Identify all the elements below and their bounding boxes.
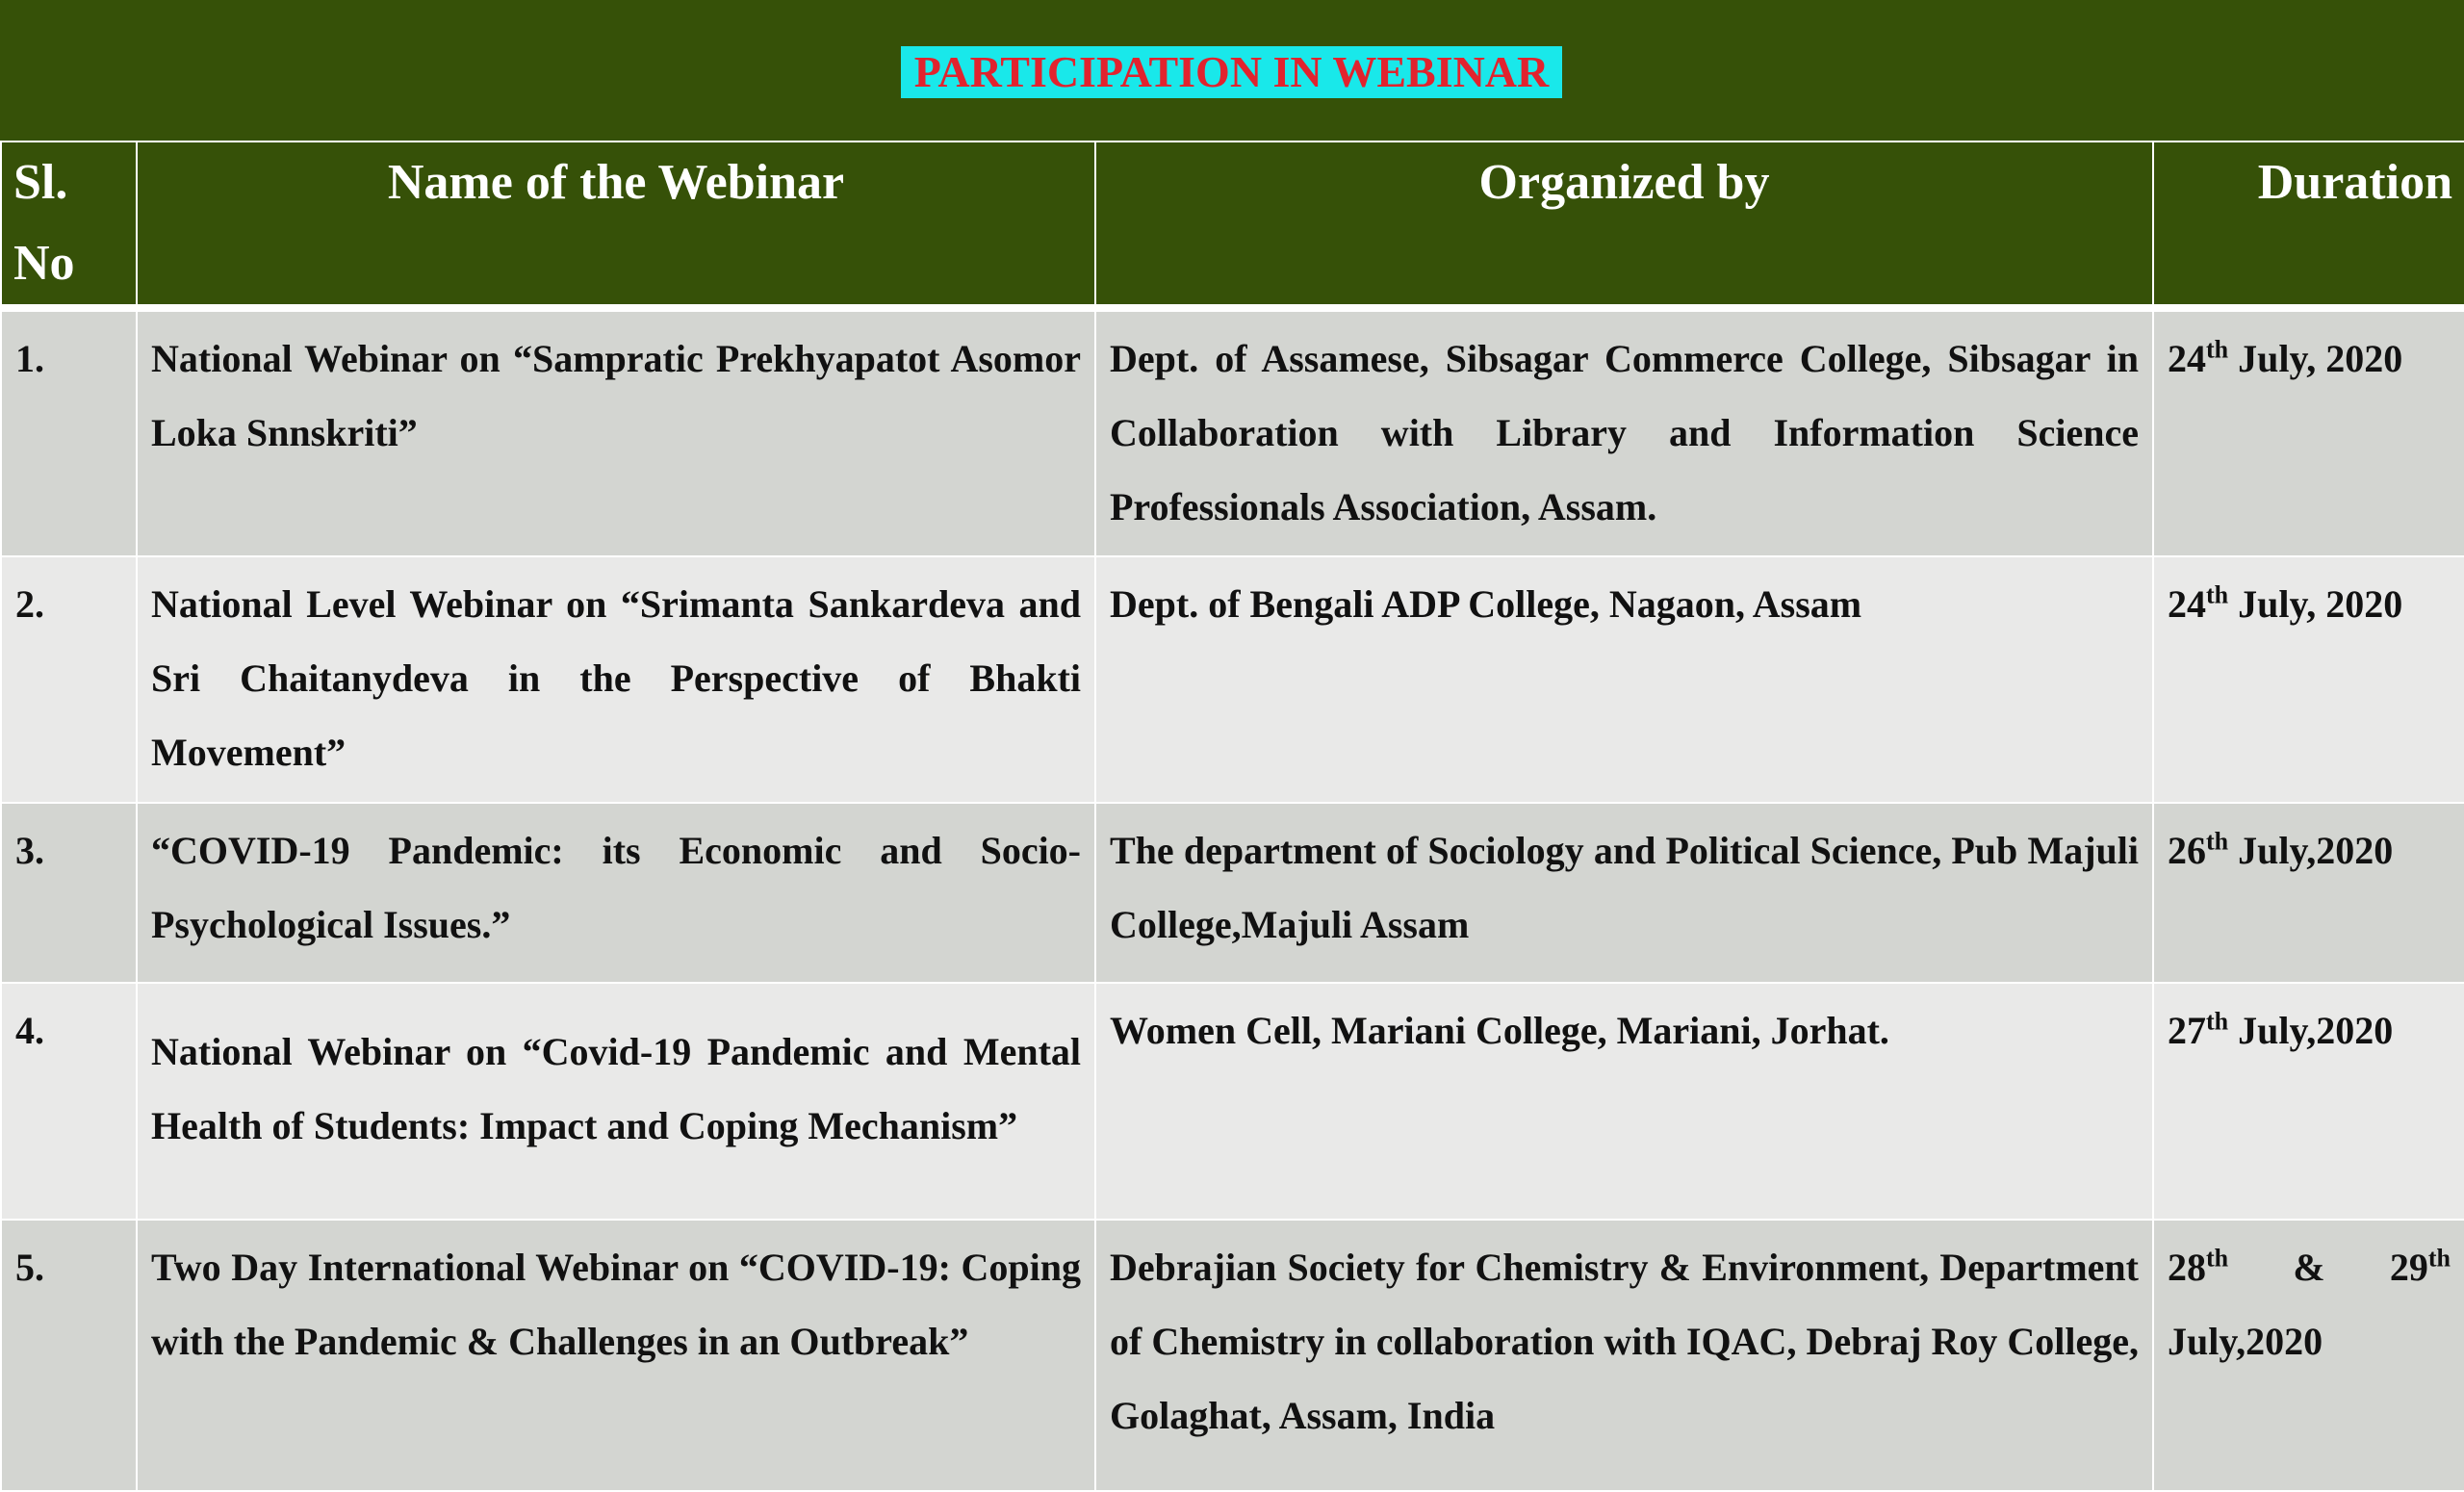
duration-day: 24 <box>2168 582 2206 626</box>
row-organizer: The department of Sociology and Political Science, Pub Majuli College,Majuli Assam <box>1095 803 2153 983</box>
duration-suffix: th <box>2206 1007 2229 1036</box>
row-organizer: Dept. of Assamese, Sibsagar Commerce College, Sibsagar in Collaboration with Library and Information Science Professionals Association, Assam. <box>1095 308 2153 556</box>
table-row <box>1 983 2464 1220</box>
row-webinar-name: National Level Webinar on “Srimanta Sankardeva and Sri Chaitanydeva in the Perspective of Bhakti Movement” <box>137 556 1095 803</box>
duration-amp: & <box>2293 1246 2325 1289</box>
duration-start <box>2168 1230 2228 1304</box>
duration-rest: July,2020 <box>2228 829 2394 872</box>
duration-rest: July,2020 <box>2168 1320 2323 1363</box>
duration-rest: July, 2020 <box>2228 337 2403 380</box>
column-header-name: Name of the Webinar <box>137 141 1095 308</box>
duration-suffix: th <box>2206 580 2229 609</box>
duration-day: 28 <box>2168 1246 2206 1289</box>
row-duration <box>2153 803 2464 983</box>
duration-suffix-2: th <box>2427 1244 2451 1273</box>
row-webinar-name: “COVID-19 Pandemic: its Economic and Socio-Psychological Issues.” <box>137 803 1095 983</box>
duration-suffix: th <box>2206 827 2229 856</box>
table-header-row <box>1 141 2464 308</box>
duration-rest: July,2020 <box>2228 1009 2394 1052</box>
row-organizer: Women Cell, Mariani College, Mariani, Jorhat. <box>1095 983 2153 1220</box>
column-header-duration: Duration <box>2153 141 2464 308</box>
duration-suffix: th <box>2206 335 2229 364</box>
row-webinar-name: National Webinar on “Sampratic Prekhyapatot Asomor Loka Snnskriti” <box>137 308 1095 556</box>
row-duration <box>2153 983 2464 1220</box>
row-sl: 2. <box>1 556 137 803</box>
table-row <box>1 308 2464 556</box>
row-sl: 4. <box>1 983 137 1220</box>
row-sl: 3. <box>1 803 137 983</box>
column-header-organizer: Organized by <box>1095 141 2153 308</box>
row-organizer: Dept. of Bengali ADP College, Nagaon, Assam <box>1095 556 2153 803</box>
row-organizer: Debrajian Society for Chemistry & Environment, Department of Chemistry in collaboration with IQAC, Debraj Roy College, Golaghat, Assam, India <box>1095 1220 2153 1491</box>
webinar-table <box>0 141 2464 1492</box>
row-webinar-name: Two Day International Webinar on “COVID-19: Coping with the Pandemic & Challenges in an Outbreak” <box>137 1220 1095 1491</box>
table-row <box>1 803 2464 983</box>
duration-end: 29th <box>2389 1244 2451 1289</box>
row-duration <box>2153 556 2464 803</box>
row-sl: 5. <box>1 1220 137 1491</box>
duration-day: 24 <box>2168 337 2206 380</box>
column-header-sl: Sl. No <box>1 141 137 308</box>
title-band <box>0 0 2464 141</box>
duration-day: 27 <box>2168 1009 2206 1052</box>
row-duration <box>2153 308 2464 556</box>
duration-day: 26 <box>2168 829 2206 872</box>
row-webinar-name: National Webinar on “Covid-19 Pandemic and Mental Health of Students: Impact and Coping Mechanism” <box>137 983 1095 1220</box>
table-row <box>1 1220 2464 1491</box>
page-title: PARTICIPATION IN WEBINAR <box>901 46 1562 98</box>
row-sl: 1. <box>1 308 137 556</box>
duration-suffix: th <box>2206 1244 2229 1273</box>
duration-rest: July, 2020 <box>2228 582 2403 626</box>
row-duration <box>2153 1220 2464 1491</box>
table-row <box>1 556 2464 803</box>
